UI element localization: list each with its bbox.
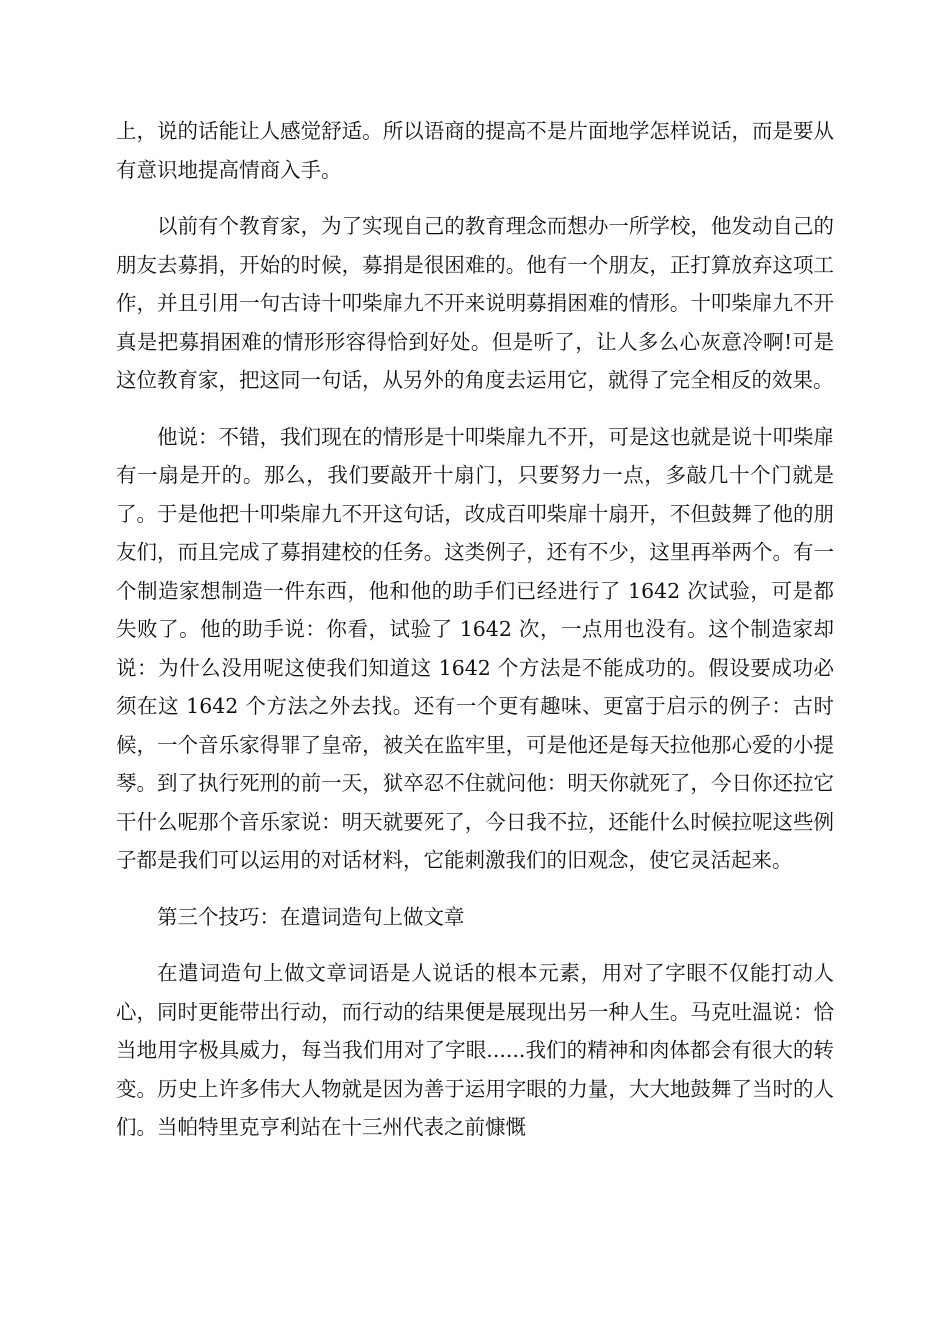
section-heading-third-technique: 第三个技巧：在遣词造句上做文章 xyxy=(157,904,465,929)
document-page xyxy=(116,112,834,1165)
paragraph-examples: 他说：不错，我们现在的情形是十叩柴扉九不开，可是这也就是说十叩柴扉有一扇是开的。那么，我们要敲开十扇门，只要努力一点，多敲几十个门就是了。于是他把十叩柴扉九不开这句话，改成百叩柴扉十扇开，不但鼓舞了他的朋友们，而且完成了募捐建校的任务。这类例子，还有不少，这里再举两个。有一个制造家想制造一件东西，他和他的助手们已经进行了 1642 次试验，可是都失败了。他的助手说：你看，试验了 1642 次，一点用也没有。这个制造家却说：为什么没用呢这使我们知道这 1642 个方法是不能成功的。假设要成功必须在这 1642 个方法之外去找。还有一个更有趣味、更富于启示的例子：古时候，一个音乐家得罪了皇帝，被关在监牢里，可是他还是每天拉他那心爱的小提琴。到了执行死刑的前一天，狱卒忍不住就问他：明天你就死了，今日你还拉它干什么呢那个音乐家说：明天就要死了，今日我不拉，还能什么时候拉呢这些例子都是我们可以运用的对话材料，它能刺激我们的旧观念，使它灵活起来。 xyxy=(116,424,834,872)
paragraph-word-choice: 在遣词造句上做文章词语是人说话的根本元素，用对了字眼不仅能打动人心，同时更能带出行动，而行动的结果便是展现出另一种人生。马克吐温说：恰当地用字极具威力，每当我们用对了字眼......我们的精神和肉体都会有很大的转变。历史上许多伟大人物就是因为善于运用字眼的力量，大大地鼓舞了当时的人们。当帕特里克亨利站在十三州代表之前慷慨 xyxy=(116,961,834,1139)
paragraph-continuation: 上，说的话能让人感觉舒适。所以语商的提高不是片面地学怎样说话，而是要从有意识地提高情商入手。 xyxy=(116,119,834,182)
paragraph-educator-story: 以前有个教育家，为了实现自己的教育理念而想办一所学校，他发动自己的朋友去募捐，开始的时候，募捐是很困难的。他有一个朋友，正打算放弃这项工作，并且引用一句古诗十叩柴扉九不开来说明募捐困难的情形。十叩柴扉九不开真是把募捐困难的情形形容得恰到好处。但是听了，让人多么心灰意冷啊!可是这位教育家，把这同一句话，从另外的角度去运用它，就得了完全相反的效果。 xyxy=(116,214,834,392)
